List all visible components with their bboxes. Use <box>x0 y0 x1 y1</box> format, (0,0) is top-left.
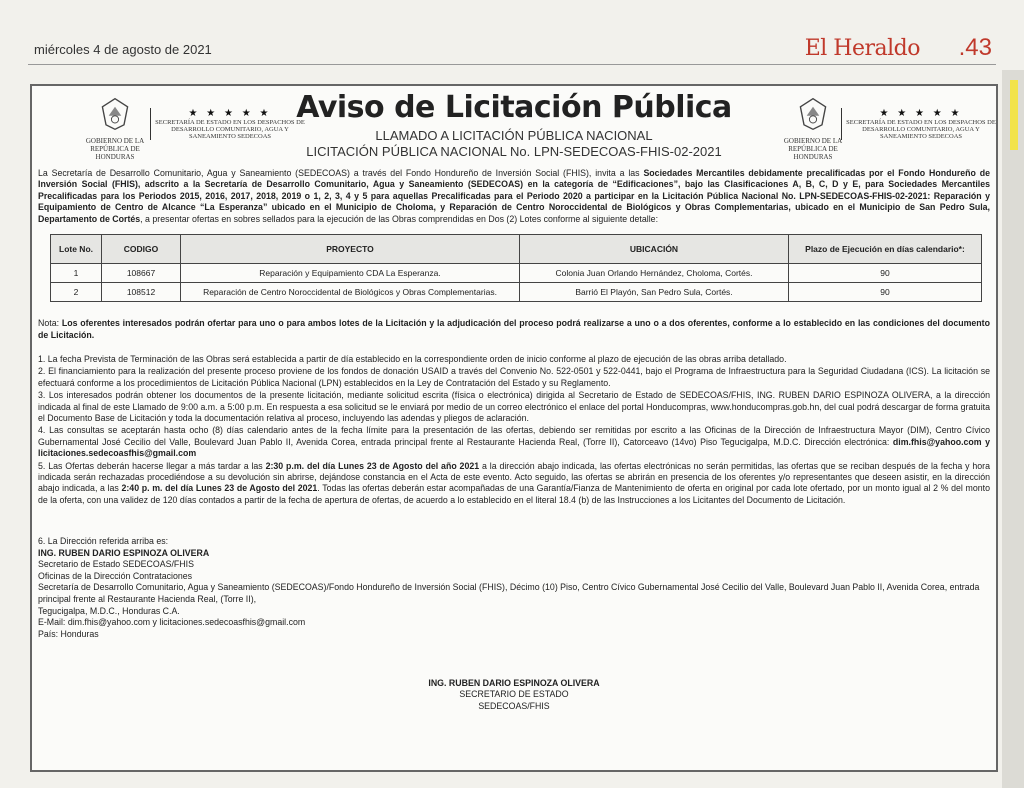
adjacent-page-edge <box>1002 70 1024 788</box>
table-row: 1 108667 Reparación y Equipamiento CDA La Esperanza. Colonia Juan Orlando Hernández, Choloma, Cortés. 90 <box>51 264 982 283</box>
header-location: UBICACIÓN <box>520 235 789 264</box>
newspaper-name: El Heraldo <box>804 36 920 61</box>
contact-street: Secretaría de Desarrollo Comunitario, Agua y Saneamiento (SEDECOAS)/Fondo Hondureño de Inversión Social (FHIS), Décimo (10) Piso, Centro Cívico Gubernamental José Cecilio del Valle, Boulevard Juan Pablo II, Avenida Corea, entrada principal frente al Restaurante Hacienda Real, (Torre II), <box>38 582 980 604</box>
contact-heading: 6. La Dirección referida arriba es: <box>38 536 169 546</box>
contact-office: Oficinas de la Dirección Contrataciones <box>38 570 193 581</box>
contact-role: Secretario de Estado SEDECOAS/FHIS <box>38 559 194 570</box>
intro-paragraph: La Secretaría de Desarrollo Comunitario, Agua y Saneamiento (SEDECOAS) a través del Fondo Hondureño de Inversión Social (FHIS), invita a las Sociedades Mercantiles debidamente precalificadas por el Fondo Hondureño de Inversión Social (FHIS), adscrito a la Secretaría de Desarrollo Comunitario, Agua y Saneamiento (SEDECOAS) en la categoría de “Edificaciones”, bajo las Clasificaciones A, B, C, D y E, para Sociedades Mercantiles Precalificadas para los Periodos 2015, 2016, 2017, 2018, 2019 o 1, 2, 3, 4 y 5 para aquellas Precalificadas para el Periodo 2020 a participar en la Licitación Pública Nacional No. LPN-SEDECOAS-FHIS-02-2021: Reparación y Equipamiento de Centro de Alcance “La Esperanza” ubicado en el Municipio de Choloma, y Reparación de Centro Noroccidental de Biológicos y Obras Complementarias, ubicado en el Municipio de San Pedro Sula, Departamento de Cortés, a presentar ofertas en sobres sellados para la ejecución de las Obras comprendidas en Dos (2) Lotes conforme al siguiente detalle: <box>38 168 990 224</box>
notice-title: Aviso de Licitación Pública <box>296 90 732 125</box>
government-label: GOBIERNO DE LA REPÚBLICA DE HONDURAS <box>783 137 843 161</box>
list-item: 4. Las consultas se aceptarán hasta ocho (8) días calendario antes de la fecha límite para la presentación de las ofertas, debiendo ser remitidas por escrito a las Oficinas de la Dirección de Infraestructura Mayor (DIM), Centro Cívico Gubernamental José Cecilio del Valle, Boulevard Juan Pablo II, Avenida Corea, entrada principal frente al Restaurante Hacienda Real, (Torre II), Catorceavo (14vo) Piso Tegucigalpa, M.D.C. Dirección electrónica: dim.fhis@yahoo.com y licitaciones.sedecoasfhis@gmail.com <box>38 425 990 459</box>
page-number: .43 <box>958 34 992 61</box>
table-header-row <box>51 235 982 264</box>
contact-name: ING. RUBEN DARIO ESPINOZA OLIVERA <box>38 547 210 558</box>
government-label: GOBIERNO DE LA REPÚBLICA DE HONDURAS <box>85 137 145 161</box>
note-paragraph: Nota: Los oferentes interesados podrán ofertar para uno o para ambos lotes de la Licitación y la adjudicación del proceso podrá realizarse a uno o a dos oferentes, conforme a lo establecido en las condiciones del documento de Licitación. <box>38 318 990 340</box>
header-project: PROYECTO <box>181 235 520 264</box>
signature-block <box>32 678 996 712</box>
list-item: 1. La fecha Prevista de Terminación de las Obras será establecida a partir de día establecido en la correspondiente orden de inicio conforme al plazo de ejecución de las obras arriba detallado. <box>38 354 787 364</box>
contact-city: Tegucigalpa, M.D.C., Honduras C.A. <box>38 605 180 616</box>
consultation-email: dim.fhis@yahoo.com y licitaciones.sedecoasfhis@gmail.com <box>38 436 990 459</box>
signer-name: ING. RUBEN DARIO ESPINOZA OLIVERA <box>428 678 600 688</box>
list-item: 2. El financiamiento para la realización del presente proceso proviene de los fondos de donación USAID a través del Convenio No. 522-0501 y 522-0441, bajo el Programa de Infraestructura para la Seguridad Ciudadana (ICS). La licitación se efectuará conforme a los procedimientos de Licitación Pública Nacional (LPN) establecidos en la Ley de Contratación del Estado y su Reglamento. <box>38 366 990 388</box>
secretariat-label: SECRETARÍA DE ESTADO EN LOS DESPACHOS DE DESARROLLO COMUNITARIO, AGUA Y SANEAMIENTO SEDECOAS <box>155 119 305 140</box>
list-item: 3. Los interesados podrán obtener los documentos de la presente licitación, mediante solicitud escrita (física o electrónica) dirigida al Secretario de Estado de SEDECOAS/FHIS, ING. RUBEN DARIO ESPINOZA OLIVERA, a la dirección indicada al final de este Llamado de 9:00 a.m. a 5:00 p.m. En respuesta a esa solicitud se le enviará por medio de un correo electrónico el enlace del portal Honducompras, www.honducompras.gob.hn, del cual podrá descargar de forma gratuita el Documento Base de Licitación y toda la documentación relativa al proceso, incluyendo las adendas y pliegos de aclaración. <box>38 390 990 424</box>
table-row: 2 108512 Reparación de Centro Noroccidental de Biológicos y Obras Complementarias. Barrió El Playón, San Pedro Sula, Cortés. 90 <box>51 283 982 302</box>
header-duration: Plazo de Ejecución en días calendario*: <box>789 235 982 264</box>
notice-subtitle: LLAMADO A LICITACIÓN PÚBLICA NACIONAL <box>375 128 653 143</box>
newspaper-header <box>28 34 996 65</box>
stars-icon: ★ ★ ★ ★ ★ <box>879 108 963 119</box>
conditions-list <box>38 354 990 507</box>
list-item: 5. Las Ofertas deberán hacerse llegar a más tardar a las 2:30 p.m. del día Lunes 23 de Agosto del año 2021 a la dirección abajo indicada, las ofertas electrónicas no serán permitidas, las ofertas que se reciban después de la fecha y hora indicada serán rechazadas procediéndose a su devolución sin abrirse, dejándose constancia en el Acta de este evento. Acto seguido, las ofertas se abrirán en presencia de los oferentes y/o representantes que deseen asistir, en la dirección abajo indicada, a las 2:40 p. m. del día Lunes 23 de Agosto del 2021. Todas las ofertas deberán estar acompañadas de una Garantía/Fianza de Mantenimiento de oferta en original por cada lote ofertado, por un monto igual al 2 % del monto de la oferta, con una validez de 120 días contados a partir de la fecha de apertura de ofertas, de acuerdo a lo establecido en el literal 18.4 (b) de las Instrucciones a los Licitantes del Documento de Licitación. <box>38 460 990 505</box>
header-code: CODIGO <box>102 235 181 264</box>
signer-title: SECRETARIO DE ESTADO <box>459 689 569 700</box>
highlight-mark <box>1010 80 1018 150</box>
contact-email: E-Mail: dim.fhis@yahoo.com y licitaciones.sedecoasfhis@gmail.com <box>38 617 306 628</box>
secretariat-label: SECRETARÍA DE ESTADO EN LOS DESPACHOS DE DESARROLLO COMUNITARIO, AGUA Y SANEAMIENTO SEDECOAS <box>846 119 996 140</box>
tender-notice <box>30 84 998 772</box>
signer-org: SEDECOAS/FHIS <box>478 700 550 711</box>
contact-country: País: Honduras <box>38 628 99 639</box>
newspaper-date: miércoles 4 de agosto de 2021 <box>34 42 212 57</box>
tender-number: LICITACIÓN PÚBLICA NACIONAL No. LPN-SEDECOAS-FHIS-02-2021 <box>306 144 722 159</box>
header-lot: Lote No. <box>51 235 102 264</box>
contact-address <box>38 536 990 640</box>
stars-icon: ★ ★ ★ ★ ★ <box>188 108 272 119</box>
lots-table <box>50 234 982 302</box>
